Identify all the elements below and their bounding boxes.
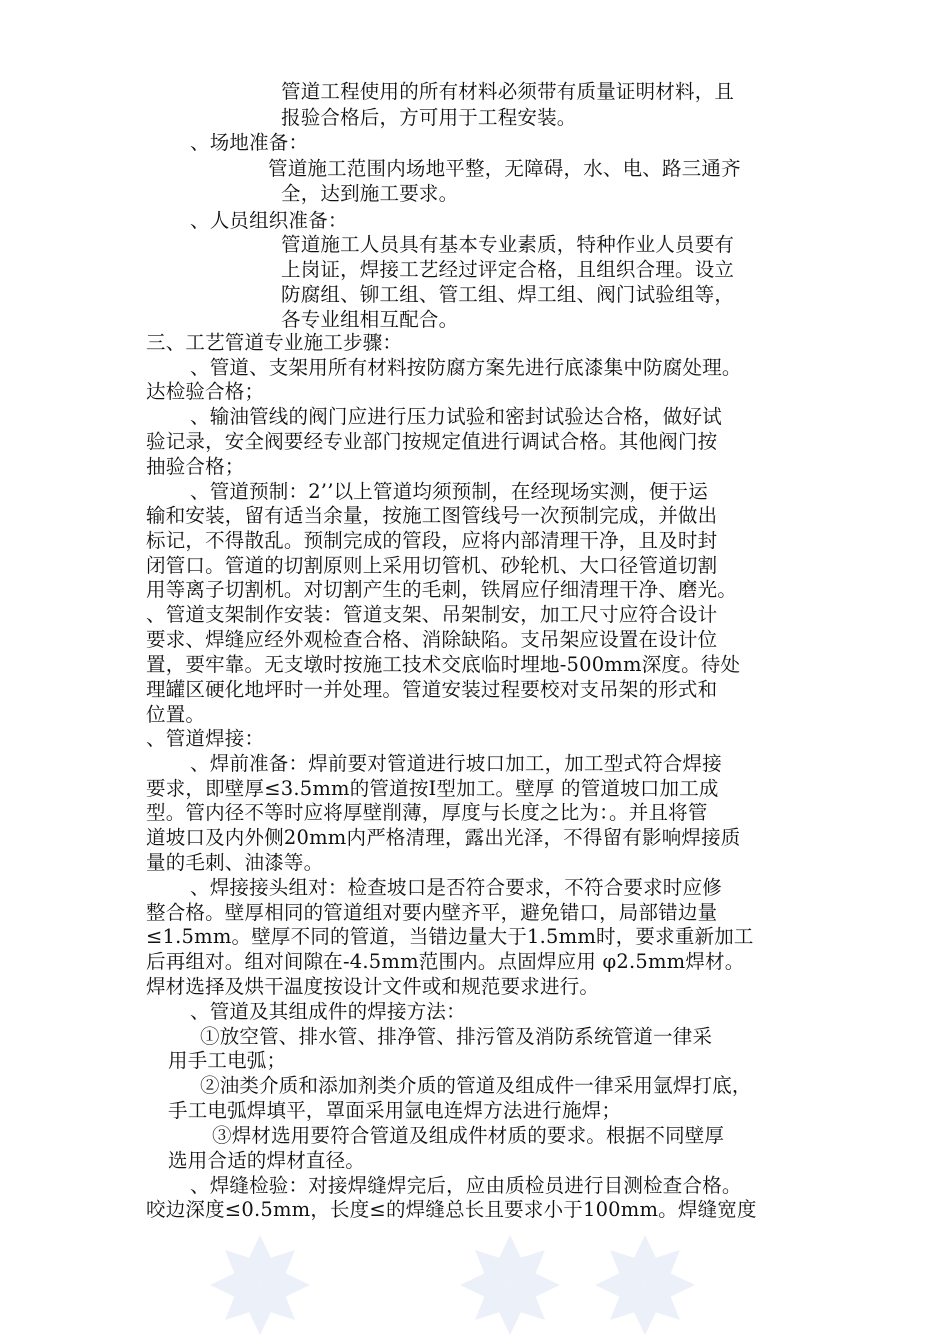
text-line: ③焊材选用要符合管道及组成件材质的要求。根据不同壁厚 (212, 1124, 725, 1147)
text-line: 管道施工人员具有基本专业素质，特种作业人员要有 (281, 233, 735, 256)
text-line: 要求，即壁厚≤3.5mm的管道按Ⅰ型加工。壁厚 的管道坡口加工成 (146, 777, 719, 800)
text-line: 要求、焊缝应经外观检查合格、消除缺陷。支吊架应设置在设计位 (146, 628, 718, 651)
text-line: 管道施工范围内场地平整，无障碍，水、电、路三通齐 (268, 157, 741, 180)
text-line: 管道工程使用的所有材料必须带有质量证明材料，且 (281, 80, 735, 103)
text-line: 标记，不得散乱。预制完成的管段，应将内部清理干净，且及时封 (146, 529, 718, 552)
text-line: 、管道支架制作安装：管道支架、吊架制安，加工尺寸应符合设计 (146, 603, 718, 626)
snowflake-watermark-icon (200, 1230, 320, 1340)
text-line: 闭管口。管道的切割原则上采用切管机、砂轮机、大口径管道切割 (146, 554, 718, 577)
text-line: 型。管内径不等时应将厚壁削薄，厚度与长度之比为：。并且将管 (146, 801, 708, 824)
text-line: 焊材选择及烘干温度按设计文件或和规范要求进行。 (146, 975, 600, 998)
text-line: 整合格。壁厚相同的管道组对要内壁齐平，避免错口，局部错边量 (146, 901, 718, 924)
heading-staff-organization: 、人员组织准备： (190, 209, 348, 232)
text-line: 达检验合格； (146, 380, 265, 403)
snowflake-watermark-icon (585, 1230, 705, 1340)
text-line: 、焊缝检验：对接焊缝焊完后，应由质检员进行目测检查合格。 (190, 1174, 742, 1197)
text-line: 抽验合格； (146, 455, 245, 478)
text-line: 、输油管线的阀门应进行压力试验和密封试验达合格，做好试 (190, 405, 722, 428)
text-line: 报验合格后，方可用于工程安装。 (281, 106, 577, 129)
text-line: 手工电弧焊填平，罩面采用氩电连焊方法进行施焊； (168, 1099, 622, 1122)
text-line: 位置。 (146, 703, 206, 726)
text-line: 置，要牢靠。无支墩时按施工技术交底临时埋地-500mm深度。待处 (146, 653, 741, 676)
text-line: 用等离子切割机。对切割产生的毛刺，铁屑应仔细清理干净、磨光。 (146, 578, 738, 601)
heading-process-steps: 三、工艺管道专业施工步骤： (146, 331, 403, 354)
text-line: 、管道预制：2’’以上管道均须预制，在经现场实测，便于运 (190, 480, 708, 503)
text-line: 、焊接接头组对：检查坡口是否符合要求，不符合要求时应修 (190, 876, 722, 899)
text-line: 验记录，安全阀要经专业部门按规定值进行调试合格。其他阀门按 (146, 430, 718, 453)
text-line: 理罐区硬化地坪时一并处理。管道安装过程要校对支吊架的形式和 (146, 678, 718, 701)
text-line: 用手工电弧； (168, 1049, 287, 1072)
heading-pipe-welding: 、管道焊接： (146, 727, 265, 750)
text-line: 咬边深度≤0.5mm，长度≤的焊缝总长且要求小于100mm。焊缝宽度 (146, 1198, 757, 1221)
text-line: 量的毛刺、油漆等。 (146, 851, 324, 874)
text-line: 全，达到施工要求。 (281, 182, 459, 205)
text-line: 上岗证，焊接工艺经过评定合格，且组织合理。设立 (281, 258, 735, 281)
text-line: 、焊前准备：焊前要对管道进行坡口加工，加工型式符合焊接 (190, 752, 722, 775)
text-line: 输和安装，留有适当余量，按施工图管线号一次预制完成，并做出 (146, 504, 718, 527)
text-line: 、管道、支架用所有材料按防腐方案先进行底漆集中防腐处理。 (190, 356, 742, 379)
text-line: 防腐组、铆工组、管工组、焊工组、阀门试验组等， (281, 283, 735, 306)
snowflake-watermark-icon (450, 1230, 570, 1340)
text-line: 、管道及其组成件的焊接方法： (190, 1000, 466, 1023)
text-line: ≤1.5mm。壁厚不同的管道，当错边量大于1.5mm时，要求重新加工 (146, 925, 754, 948)
text-line: ②油类介质和添加剂类介质的管道及组成件一律采用氩焊打底， (200, 1074, 752, 1097)
text-line: 选用合适的焊材直径。 (168, 1149, 366, 1172)
text-line: 各专业组相互配合。 (281, 308, 459, 331)
text-line: 后再组对。组对间隙在-4.5mm范围内。点固焊应用 φ2.5mm焊材。 (146, 950, 745, 973)
heading-site-preparation: 、场地准备： (190, 131, 309, 154)
text-line: 道坡口及内外侧20mm内严格清理，露出光泽，不得留有影响焊接质 (146, 826, 741, 849)
text-line: ①放空管、排水管、排净管、排污管及消防系统管道一律采 (200, 1025, 713, 1048)
